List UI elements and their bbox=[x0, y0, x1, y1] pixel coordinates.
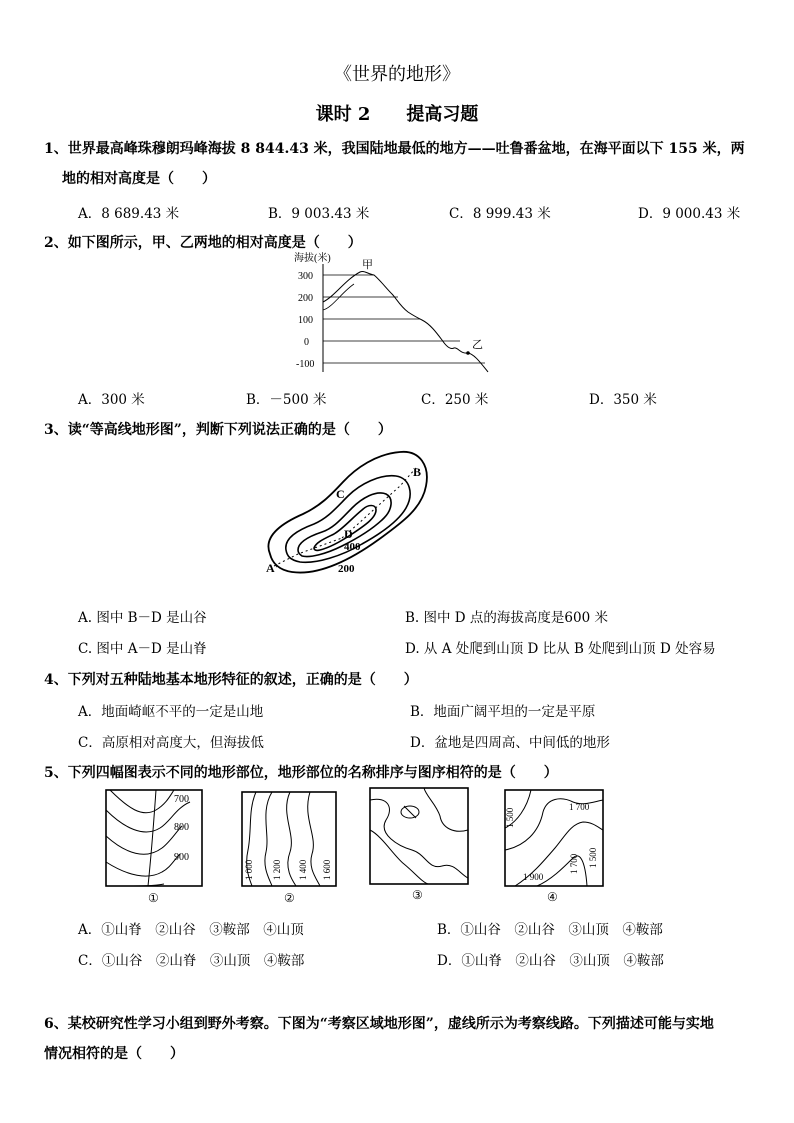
q2-tick-0: 0 bbox=[304, 337, 309, 348]
q6-text-line2: 情况相符的是（ ） bbox=[44, 1046, 184, 1062]
q2-option-a[interactable]: A．300 米 bbox=[78, 392, 145, 408]
q5-option-b[interactable]: B．①山谷 ②山谷 ③山顶 ④鞍部 bbox=[437, 922, 663, 938]
q3-label-b: B bbox=[413, 465, 422, 479]
q5-text: 5、下列四幅图表示不同的地形部位，地形部位的名称排序与图序相符的是（ ） bbox=[44, 765, 558, 781]
q5-fig2-label-1000: 1 000 bbox=[244, 859, 254, 880]
q4-option-d[interactable]: D．盆地是四周高、中间低的地形 bbox=[410, 735, 610, 751]
q3-label-a: A' bbox=[266, 561, 278, 575]
q2-option-b[interactable]: B．－500 米 bbox=[246, 392, 327, 408]
q3-option-a[interactable]: A. 图中 B－D 是山谷 bbox=[78, 610, 207, 626]
q2-terrain-profile-line bbox=[323, 271, 488, 372]
q5-fig1-label-900: 900 bbox=[174, 852, 189, 863]
q1-option-b[interactable]: B．9 003.43 米 bbox=[268, 206, 370, 222]
q4-option-a[interactable]: A．地面崎岖不平的一定是山地 bbox=[78, 704, 264, 720]
q3-label-d: D bbox=[344, 527, 353, 541]
q5-fig4-label-1700-right: 1 700 bbox=[569, 853, 579, 874]
q3-option-d[interactable]: D. 从 A 处爬到山顶 D 比从 B 处爬到山顶 D 处容易 bbox=[405, 641, 716, 657]
document-title: 《世界的地形》 bbox=[334, 64, 460, 85]
q2-label-jia: 甲 bbox=[362, 259, 373, 271]
q5-fig2-label-1400: 1 400 bbox=[298, 859, 308, 880]
q2-label-yi: 乙 bbox=[472, 339, 483, 351]
q2-ylabel: 海拔(米) bbox=[294, 253, 331, 264]
q1-text-line2: 地的相对高度是（ ） bbox=[62, 171, 216, 187]
q2-tick-200: 200 bbox=[298, 293, 313, 304]
q3-label-400: 400 bbox=[344, 541, 361, 553]
q4-option-b[interactable]: B．地面广阔平坦的一定是平原 bbox=[410, 704, 596, 720]
q5-fig1-label-800: 800 bbox=[174, 822, 189, 833]
q2-tick-minus100: -100 bbox=[296, 359, 315, 370]
q3-label-200: 200 bbox=[338, 563, 355, 575]
q3-option-b[interactable]: B. 图中 D 点的海拔高度是600 米 bbox=[405, 610, 608, 626]
q1-text-line1: 1、世界最高峰珠穆朗玛峰海拔 8 844.43 米，我国陆地最低的地方——吐鲁番盆地，在海平面以下 155 米，两 bbox=[44, 141, 745, 157]
q5-option-c[interactable]: C．①山谷 ②山脊 ③山顶 ④鞍部 bbox=[78, 953, 305, 969]
q5-figure-2 bbox=[240, 790, 340, 906]
q5-figure-4 bbox=[503, 788, 605, 906]
q5-fig4-label-1500-left: 1 500 bbox=[505, 807, 515, 828]
q2-tick-300: 300 bbox=[298, 271, 313, 282]
q5-fig2-label-1200: 1 200 bbox=[272, 859, 282, 880]
q5-fig1-number: ① bbox=[148, 891, 159, 905]
q3-dotted-line-d-b bbox=[342, 468, 416, 538]
q6-text-line1: 6、某校研究性学习小组到野外考察。下图为“考察区域地形图”，虚线所示为考察线路。下列描述可能与实地 bbox=[44, 1016, 714, 1032]
q4-option-c[interactable]: C．高原相对高度大，但海拔低 bbox=[78, 735, 264, 751]
q2-text: 2、如下图所示，甲、乙两地的相对高度是（ ） bbox=[44, 235, 362, 251]
q5-fig4-label-1700-top: 1 700 bbox=[569, 802, 590, 812]
q5-option-a[interactable]: A．①山脊 ②山谷 ③鞍部 ④山顶 bbox=[78, 922, 304, 938]
q1-option-c[interactable]: C．8 999.43 米 bbox=[449, 206, 551, 222]
q3-contour-map-figure bbox=[258, 442, 438, 582]
q5-fig4-label-1500-right: 1 500 bbox=[588, 847, 598, 868]
q5-fig4-number: ④ bbox=[547, 890, 558, 904]
q3-option-c[interactable]: C. 图中 A－D 是山脊 bbox=[78, 641, 207, 657]
q5-fig4-label-1900: 1 900 bbox=[523, 872, 544, 882]
q3-label-c: C bbox=[336, 487, 345, 501]
q2-option-d[interactable]: D．350 米 bbox=[589, 392, 657, 408]
q2-option-c[interactable]: C．250 米 bbox=[421, 392, 489, 408]
document-subtitle: 课时 2 提高习题 bbox=[315, 104, 479, 125]
q2-elevation-profile-figure bbox=[290, 250, 500, 378]
q5-option-d[interactable]: D．①山脊 ②山谷 ③山顶 ④鞍部 bbox=[437, 953, 664, 969]
q5-figure-1 bbox=[104, 788, 204, 906]
q3-text: 3、读“等高线地形图”，判断下列说法正确的是（ ） bbox=[44, 422, 392, 438]
q5-fig1-label-700: 700 bbox=[174, 794, 189, 805]
q1-option-a[interactable]: A．8 689.43 米 bbox=[78, 206, 180, 222]
q2-point-yi bbox=[466, 351, 470, 355]
q5-fig2-label-1600: 1 600 bbox=[322, 859, 332, 880]
q2-tick-100: 100 bbox=[298, 315, 313, 326]
q5-fig3-number: ③ bbox=[412, 888, 423, 902]
q4-text: 4、下列对五种陆地基本地形特征的叙述，正确的是（ ） bbox=[44, 672, 418, 688]
q1-option-d[interactable]: D．9 000.43 米 bbox=[638, 206, 741, 222]
q5-figure-3 bbox=[368, 786, 470, 904]
q5-fig2-number: ② bbox=[284, 891, 295, 905]
